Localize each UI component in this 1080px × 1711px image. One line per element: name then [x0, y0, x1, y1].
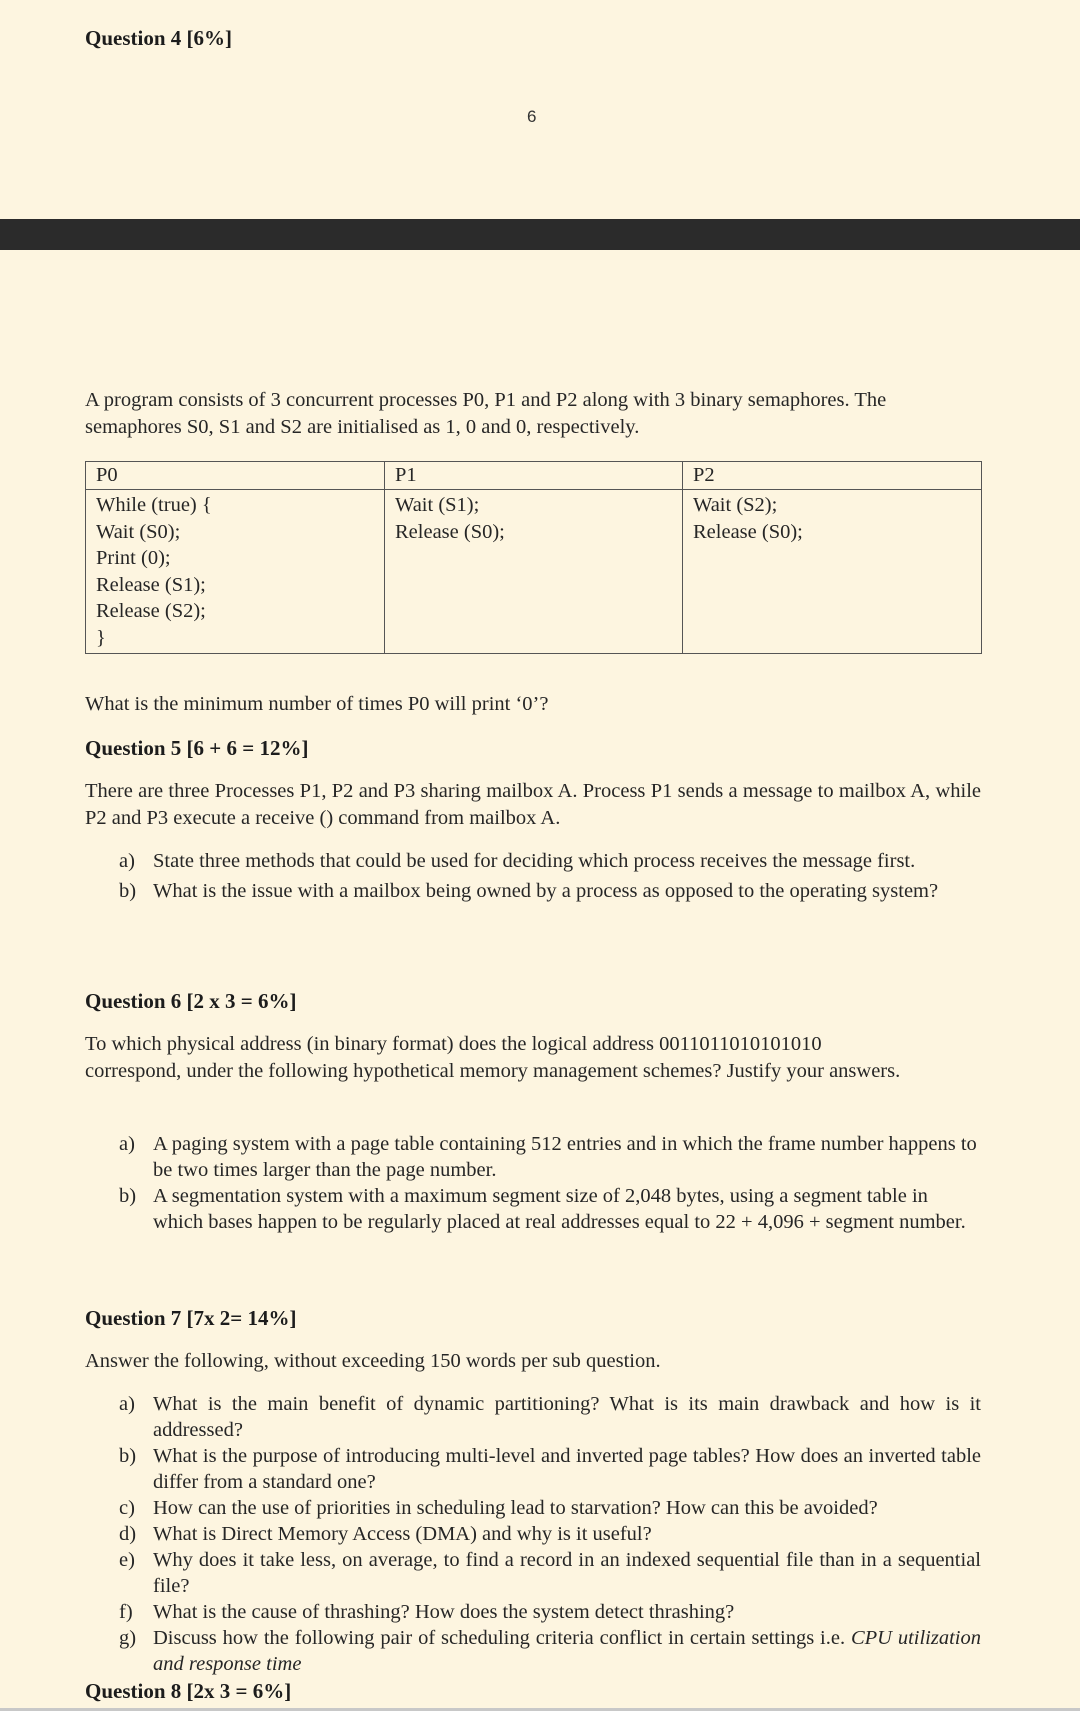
list-item-text: What is the issue with a mailbox being owned by a process as opposed to the operating system? — [153, 880, 939, 902]
list-item-text: How can the use of priorities in scheduling lead to starvation? How can this be avoided? — [153, 1497, 878, 1519]
question-5-heading: Question 5 [6 + 6 = 12%] — [85, 736, 309, 760]
list-item — [119, 1183, 981, 1235]
list-item-text: A segmentation system with a maximum segment size of 2,048 bytes, using a segment table in which bases happen to be regularly placed at real addresses equal to 22 + 4,096 + segment number. — [153, 1185, 966, 1233]
list-marker: a) — [119, 1133, 135, 1155]
list-marker: g) — [119, 1627, 137, 1649]
p0-code-line: Release (S2); — [96, 600, 206, 622]
question-7-heading: Question 7 [7x 2= 14%] — [85, 1306, 297, 1330]
question-6-intro: To which physical address (in binary format) does the logical address 0011011010101010 correspond, under the following hypothetical memory management schemes? Justify your answers. — [85, 1033, 901, 1082]
list-item-text: What is the cause of thrashing? How does the system detect thrashing? — [153, 1601, 735, 1623]
list-marker: b) — [119, 1445, 137, 1467]
question-8-heading: Question 8 [2x 3 = 6%] — [85, 1679, 292, 1703]
p1-code-line: Wait (S1); — [395, 494, 480, 516]
table-cell-p2-code — [683, 490, 982, 654]
p0-code-line: Print (0); — [96, 547, 171, 569]
table-cell-p0-code — [86, 490, 385, 654]
list-item-text: What is the main benefit of dynamic partitioning? What is its main drawback and how is it addressed? — [153, 1393, 981, 1441]
page-number: 6 — [527, 107, 537, 126]
list-marker: e) — [119, 1549, 135, 1571]
list-item-text: Discuss how the following pair of scheduling criteria conflict in certain settings i.e. — [153, 1627, 851, 1649]
p2-code-line: Wait (S2); — [693, 494, 778, 516]
list-item-text: What is Direct Memory Access (DMA) and why is it useful? — [153, 1523, 652, 1545]
semaphore-process-table — [85, 461, 982, 654]
question-4-intro: A program consists of 3 concurrent processes P0, P1 and P2 along with 3 binary semaphores. The semaphores S0, S1 and S2 are initialised as 1, 0 and 0, respectively. — [85, 389, 887, 438]
p0-code-line: While (true) { — [96, 494, 212, 516]
question-4-heading: Question 4 [6%] — [85, 26, 232, 50]
list-item — [119, 1547, 981, 1599]
list-item — [119, 1391, 981, 1443]
list-item — [119, 1625, 981, 1677]
list-marker: b) — [119, 880, 137, 902]
list-marker: a) — [119, 1393, 135, 1415]
p0-code-line: Release (S1); — [96, 573, 206, 596]
question-7-intro: Answer the following, without exceeding 150 words per sub question. — [85, 1350, 661, 1372]
p0-code-line: } — [96, 626, 106, 649]
p0-code-line: Wait (S0); — [96, 520, 181, 543]
question-5-list — [119, 848, 981, 905]
list-item — [119, 1495, 981, 1521]
list-item-text: State three methods that could be used for deciding which process receives the message first. — [153, 850, 916, 872]
list-item — [119, 1131, 981, 1183]
list-marker: a) — [119, 850, 135, 872]
question-6-heading: Question 6 [2 x 3 = 6%] — [85, 989, 297, 1013]
table-header-p1: P1 — [385, 462, 683, 490]
list-item — [119, 1443, 981, 1495]
list-item — [119, 878, 981, 905]
list-marker: d) — [119, 1523, 137, 1545]
list-item — [119, 1521, 981, 1547]
list-item — [119, 1599, 981, 1625]
list-item-text: A paging system with a page table containing 512 entries and in which the frame number happens to be two times larger than the page number. — [153, 1133, 977, 1181]
question-4-prompt: What is the minimum number of times P0 will print ‘0’? — [85, 693, 549, 715]
table-header-p0: P0 — [86, 462, 385, 490]
page-divider-bar — [0, 219, 1080, 250]
p2-code-line: Release (S0); — [693, 520, 803, 543]
p1-code-line: Release (S0); — [395, 520, 505, 543]
list-item-emphasis: CPU utilization and response time — [153, 1627, 981, 1675]
question-5-intro: There are three Processes P1, P2 and P3 sharing mailbox A. Process P1 sends a message to mailbox A, while P2 and P3 execute a receive () command from mailbox A. — [85, 780, 981, 829]
list-marker: f) — [119, 1601, 133, 1623]
table-header-p2: P2 — [683, 462, 982, 490]
list-marker: b) — [119, 1185, 137, 1207]
list-item — [119, 848, 981, 875]
list-item-text: Why does it take less, on average, to find a record in an indexed sequential file than in a sequential file? — [153, 1549, 981, 1597]
question-7-list — [119, 1391, 981, 1677]
question-6-list — [119, 1131, 981, 1235]
table-cell-p1-code — [385, 490, 683, 654]
list-marker: c) — [119, 1497, 135, 1519]
list-item-text: What is the purpose of introducing multi-level and inverted page tables? How does an inverted table differ from a standard one? — [153, 1445, 981, 1493]
